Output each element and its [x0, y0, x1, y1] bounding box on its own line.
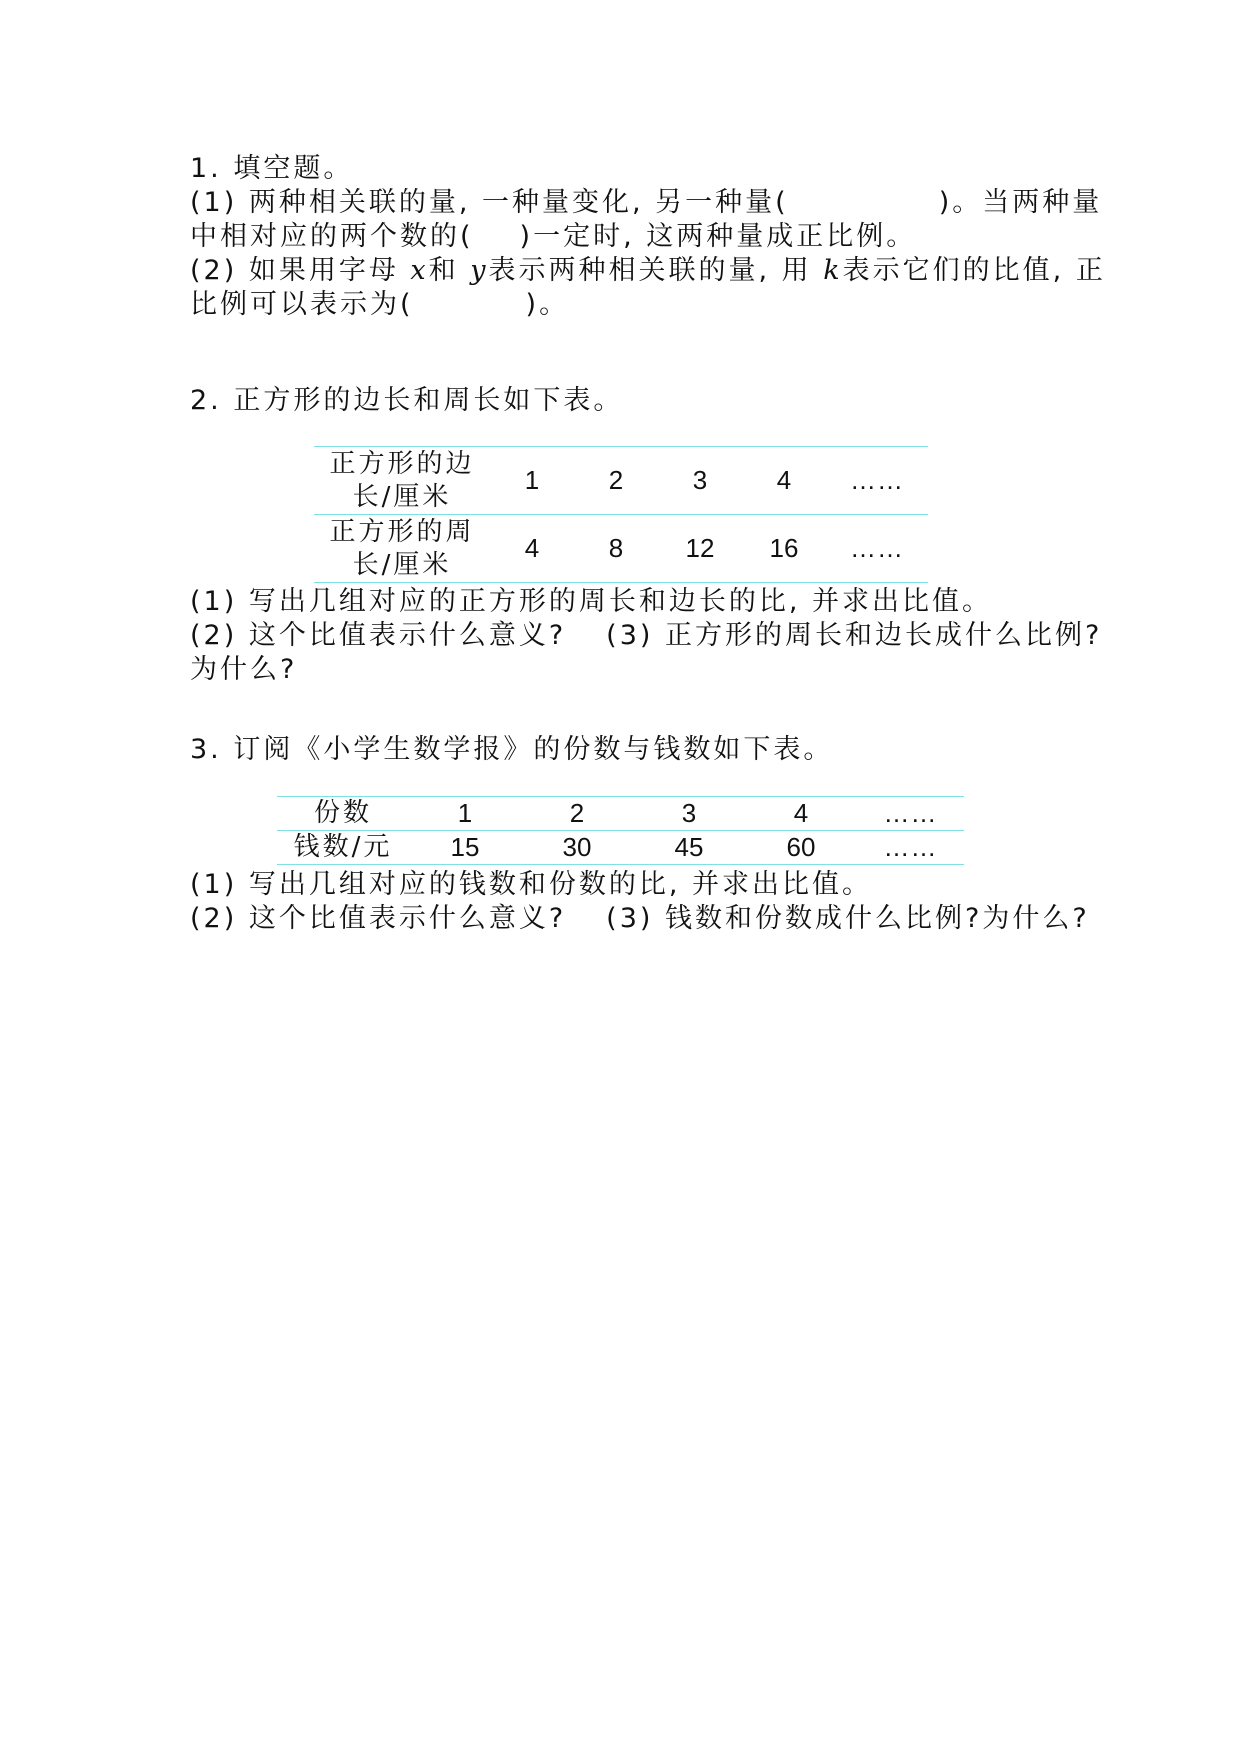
- q1-part2-text-d: 表示它们的比值, 正: [842, 255, 1106, 286]
- q2-title: 2. 正方形的边长和周长如下表。: [190, 385, 624, 416]
- table-row-header: [314, 515, 490, 583]
- q1-part2-text-c: 表示两种相关联的量, 用: [488, 255, 812, 286]
- q1-part1-line2: [190, 220, 916, 253]
- q3-title: 3. 订阅《小学生数学报》的份数与钱数如下表。: [190, 734, 834, 765]
- perimeter-header-line1: 正方形的周: [329, 516, 475, 547]
- q3-sub1: (1) 写出几组对应的钱数和份数的比, 并求出比值。: [190, 869, 872, 900]
- table-row: [314, 447, 928, 515]
- table-cell: 8: [574, 515, 658, 583]
- table-cell: 1: [490, 447, 574, 515]
- var-x: x: [410, 255, 429, 286]
- q3-sub2: (2) 这个比值表示什么意义?: [190, 903, 567, 934]
- q3-sub3: (3) 钱数和份数成什么比例?为什么?: [606, 903, 1090, 934]
- table-cell-ellipsis: ……: [826, 447, 928, 515]
- table-cell: 2: [521, 797, 633, 831]
- table-cell: 45: [633, 831, 745, 865]
- table-row: [314, 515, 928, 583]
- q1-part1-text-c: 中相对应的两个数的(: [190, 221, 474, 252]
- table-cell: 3: [658, 447, 742, 515]
- q2-sub1: (1) 写出几组对应的正方形的周长和边长的比, 并求出比值。: [190, 586, 992, 617]
- table-cell: 60: [745, 831, 857, 865]
- copies-header: 份数: [277, 797, 409, 831]
- q1-title: 1. 填空题。: [190, 153, 354, 184]
- q1-part1-text-a: (1) 两种相关联的量, 一种量变化, 另一种量(: [190, 187, 789, 218]
- table-cell-ellipsis: ……: [857, 831, 964, 865]
- table-cell: 4: [742, 447, 826, 515]
- table-cell: 15: [409, 831, 521, 865]
- q2-sub3: (3) 正方形的周长和边长成什么比例?: [606, 620, 1103, 651]
- var-y: y: [470, 255, 489, 286]
- table-cell: 16: [742, 515, 826, 583]
- q3-sub2-line: [190, 902, 1090, 935]
- q1-part2-text-e: 比例可以表示为(: [190, 289, 414, 320]
- side-length-header-line2: 长/厘米: [352, 481, 452, 512]
- table-cell: 2: [574, 447, 658, 515]
- table-cell: 12: [658, 515, 742, 583]
- table-cell: 3: [633, 797, 745, 831]
- q2-sub2-line: [190, 619, 1102, 652]
- q1-part2-text-f: )。: [525, 289, 570, 320]
- q2-sub3-cont: 为什么?: [190, 654, 298, 685]
- table-row-header: [314, 447, 490, 515]
- table-cell-ellipsis: ……: [857, 797, 964, 831]
- q1-part1-line1: [190, 186, 1102, 219]
- table-cell-ellipsis: ……: [826, 515, 928, 583]
- q1-part2-line2: [190, 288, 569, 321]
- q1-part1-text-d: )一定时, 这两种量成正比例。: [519, 221, 917, 252]
- table-cell: 1: [409, 797, 521, 831]
- table-cell: 4: [490, 515, 574, 583]
- table-row: [277, 797, 964, 831]
- q1-part2-line1: [190, 254, 1106, 287]
- table-row: [277, 831, 964, 865]
- q2-sub2: (2) 这个比值表示什么意义?: [190, 620, 567, 651]
- perimeter-header-line2: 长/厘米: [352, 549, 452, 580]
- var-k: k: [823, 255, 843, 286]
- q1-part2-text-b: 和: [428, 255, 459, 286]
- money-header: 钱数/元: [277, 831, 409, 865]
- square-table: [314, 446, 928, 583]
- q1-part2-text-a: (2) 如果用字母: [190, 255, 399, 286]
- side-length-header-line1: 正方形的边: [329, 448, 475, 479]
- table-cell: 4: [745, 797, 857, 831]
- table-cell: 30: [521, 831, 633, 865]
- subscription-table: [277, 796, 964, 865]
- q1-part1-text-b: )。当两种量: [938, 187, 1103, 218]
